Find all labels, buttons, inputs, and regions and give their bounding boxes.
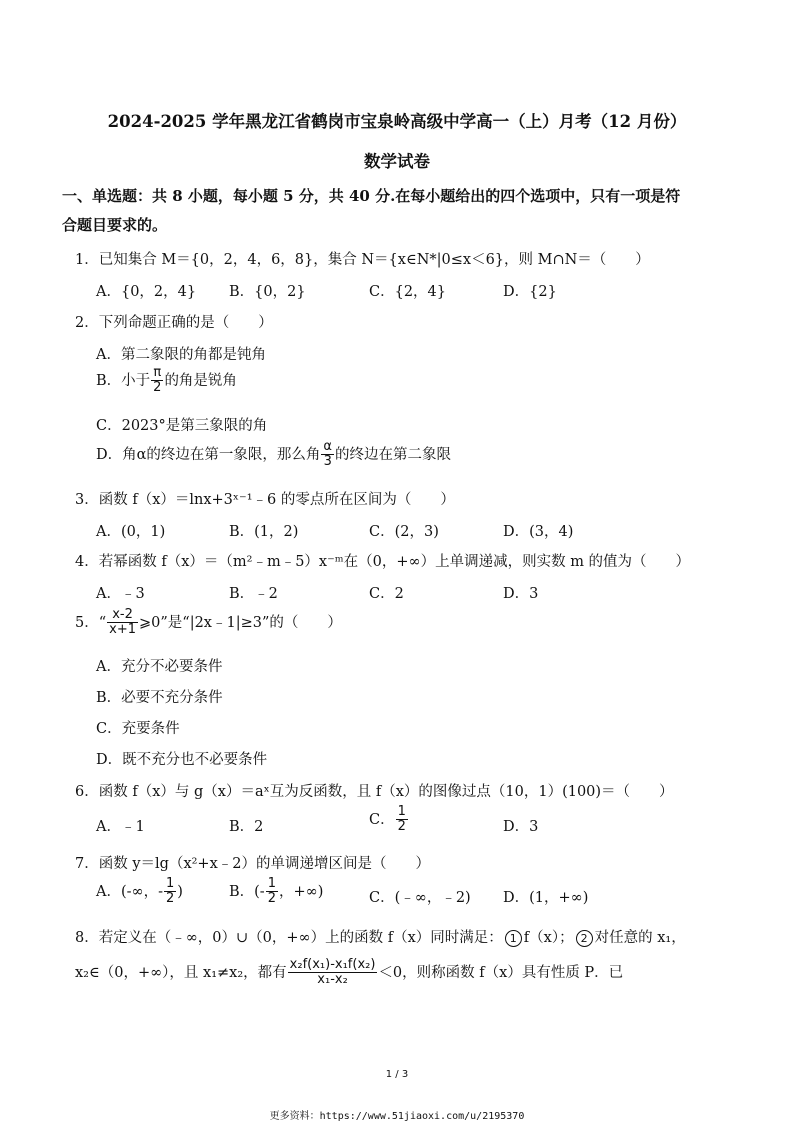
question-4-option-c: C．2 bbox=[369, 586, 404, 602]
question-3-stem: 3．函数 f（x）＝lnx+3ˣ⁻¹﹣6 的零点所在区间为（ ） bbox=[75, 492, 455, 508]
pi-over-2-fraction bbox=[151, 366, 163, 396]
question-3-option-c: C．(2，3) bbox=[369, 524, 439, 540]
question-8-line1 bbox=[75, 926, 686, 947]
question-3-option-a: A．(0，1) bbox=[96, 524, 166, 540]
question-3-option-b: B．(1，2) bbox=[229, 524, 299, 540]
question-2-option-a: A．第二象限的角都是钝角 bbox=[96, 347, 266, 363]
question-2-option-d bbox=[96, 440, 451, 470]
question-2-option-d-prefix: D．角α的终边在第一象限，那么角 bbox=[96, 446, 321, 463]
question-6-option-c-prefix: C． bbox=[369, 811, 395, 828]
question-7-option-b-suffix: ，+∞) bbox=[279, 883, 324, 900]
question-7-option-c: C．(﹣∞，﹣2) bbox=[369, 890, 471, 906]
question-4-option-d: D．3 bbox=[503, 586, 539, 602]
section-heading-line2: 合题目要求的。 bbox=[62, 216, 168, 234]
fraction-denominator: x₁-x₂ bbox=[317, 972, 348, 988]
question-5-option-c: C．充要条件 bbox=[96, 721, 180, 737]
question-8-line2 bbox=[75, 958, 623, 988]
page-number: 1 / 3 bbox=[385, 1069, 409, 1080]
fraction-numerator: α bbox=[323, 439, 332, 454]
fraction-numerator: 1 bbox=[397, 804, 406, 819]
question-6-option-a: A．﹣1 bbox=[96, 819, 145, 835]
question-1-option-b: B．{0，2} bbox=[229, 284, 306, 300]
question-8-line1-mid: f（x）； bbox=[523, 930, 574, 946]
question-6-option-c bbox=[369, 805, 409, 835]
property-p-fraction bbox=[288, 958, 378, 988]
section-heading-line1: 一、单选题：共 8 小题，每小题 5 分，共 40 分.在每小题给出的四个选项中，只有一项是符 bbox=[62, 187, 681, 205]
question-1-option-a: A．{0，2，4} bbox=[96, 284, 197, 300]
circled-number-2: 2 bbox=[576, 930, 593, 947]
fraction-denominator: 3 bbox=[323, 454, 332, 470]
question-7-option-a-prefix: A．(-∞，- bbox=[96, 883, 164, 900]
one-half-fraction bbox=[164, 877, 176, 907]
question-2-option-b bbox=[96, 366, 237, 396]
question-1-stem: 1．已知集合 M＝{0，2，4，6，8}，集合 N＝{x∈N*|0≤x＜6}，则 M∩N＝（ ） bbox=[75, 252, 650, 268]
question-4-stem: 4．若幂函数 f（x）＝（m²﹣m﹣5）x⁻ᵐ在（0，+∞）上单调递减，则实数 m 的值为（ ） bbox=[75, 554, 691, 570]
question-6-stem: 6．函数 f（x）与 g（x）＝aˣ互为反函数，且 f（x）的图像过点（10，1）(100)＝（ ） bbox=[75, 784, 674, 800]
question-1-option-c: C．{2，4} bbox=[369, 284, 446, 300]
fraction-denominator: 2 bbox=[397, 819, 406, 835]
fraction-denominator: 2 bbox=[153, 380, 162, 396]
question-5-option-d: D．既不充分也不必要条件 bbox=[96, 752, 268, 768]
question-7-option-b-prefix: B．(- bbox=[229, 883, 265, 900]
question-2-stem: 2．下列命题正确的是（ ） bbox=[75, 315, 273, 331]
question-2-option-c: C．2023°是第三象限的角 bbox=[96, 418, 268, 434]
question-5-prefix: 5．“ bbox=[75, 614, 107, 631]
exam-subtitle: 数学试卷 bbox=[364, 152, 430, 171]
exam-title: 2024-2025 学年黑龙江省鹤岗市宝泉岭高级中学高一（上）月考（12 月份） bbox=[107, 112, 687, 131]
source-link[interactable]: 更多资料：https://www.51jiaoxi.com/u/2195370 bbox=[269, 1111, 525, 1122]
question-2-option-b-prefix: B．小于 bbox=[96, 372, 151, 389]
question-2-option-d-suffix: 的终边在第二象限 bbox=[335, 446, 451, 463]
question-1-option-d: D．{2} bbox=[503, 284, 557, 300]
fraction-numerator: 1 bbox=[267, 876, 276, 891]
question-4-option-a: A．﹣3 bbox=[96, 586, 145, 602]
question-2-option-b-suffix: 的角是锐角 bbox=[164, 372, 237, 389]
question-5-fraction bbox=[107, 608, 138, 638]
question-5-option-a: A．充分不必要条件 bbox=[96, 659, 223, 675]
question-6-option-b: B．2 bbox=[229, 819, 264, 835]
fraction-numerator: 1 bbox=[166, 876, 175, 891]
question-8-line2-prefix: x₂∈（0，+∞），且 x₁≠x₂，都有 bbox=[75, 964, 287, 981]
fraction-numerator: x-2 bbox=[107, 608, 138, 623]
question-5-option-b: B．必要不充分条件 bbox=[96, 690, 223, 706]
one-half-fraction bbox=[266, 877, 278, 907]
question-7-option-b bbox=[229, 877, 323, 907]
question-8-line2-suffix: ＜0，则称函数 f（x）具有性质 P．已 bbox=[378, 964, 624, 981]
one-half-fraction bbox=[396, 805, 408, 835]
question-5-suffix: ⩾0”是“|2x﹣1|≥3”的（ ） bbox=[139, 614, 342, 631]
question-8-line1-suffix: 对任意的 x₁， bbox=[594, 930, 686, 946]
question-8-line1-prefix: 8．若定义在（﹣∞，0）∪（0，+∞）上的函数 f（x）同时满足： bbox=[75, 930, 503, 946]
question-7-option-d: D．(1，+∞) bbox=[503, 890, 589, 906]
circled-number-1: 1 bbox=[505, 930, 522, 947]
alpha-over-3-fraction bbox=[321, 440, 334, 470]
question-5-stem bbox=[75, 608, 342, 638]
question-7-option-a-suffix: ) bbox=[177, 883, 183, 900]
question-7-option-a bbox=[96, 877, 183, 907]
fraction-denominator: x+1 bbox=[109, 622, 136, 638]
question-4-option-b: B．﹣2 bbox=[229, 586, 278, 602]
question-3-option-d: D．(3，4) bbox=[503, 524, 574, 540]
question-6-option-d: D．3 bbox=[503, 819, 539, 835]
fraction-numerator: π bbox=[151, 366, 163, 381]
fraction-denominator: 2 bbox=[267, 891, 276, 907]
fraction-denominator: 2 bbox=[166, 891, 175, 907]
question-7-stem: 7．函数 y＝lg（x²+x﹣2）的单调递增区间是（ ） bbox=[75, 856, 430, 872]
fraction-numerator: x₂f(x₁)-x₁f(x₂) bbox=[289, 957, 376, 972]
